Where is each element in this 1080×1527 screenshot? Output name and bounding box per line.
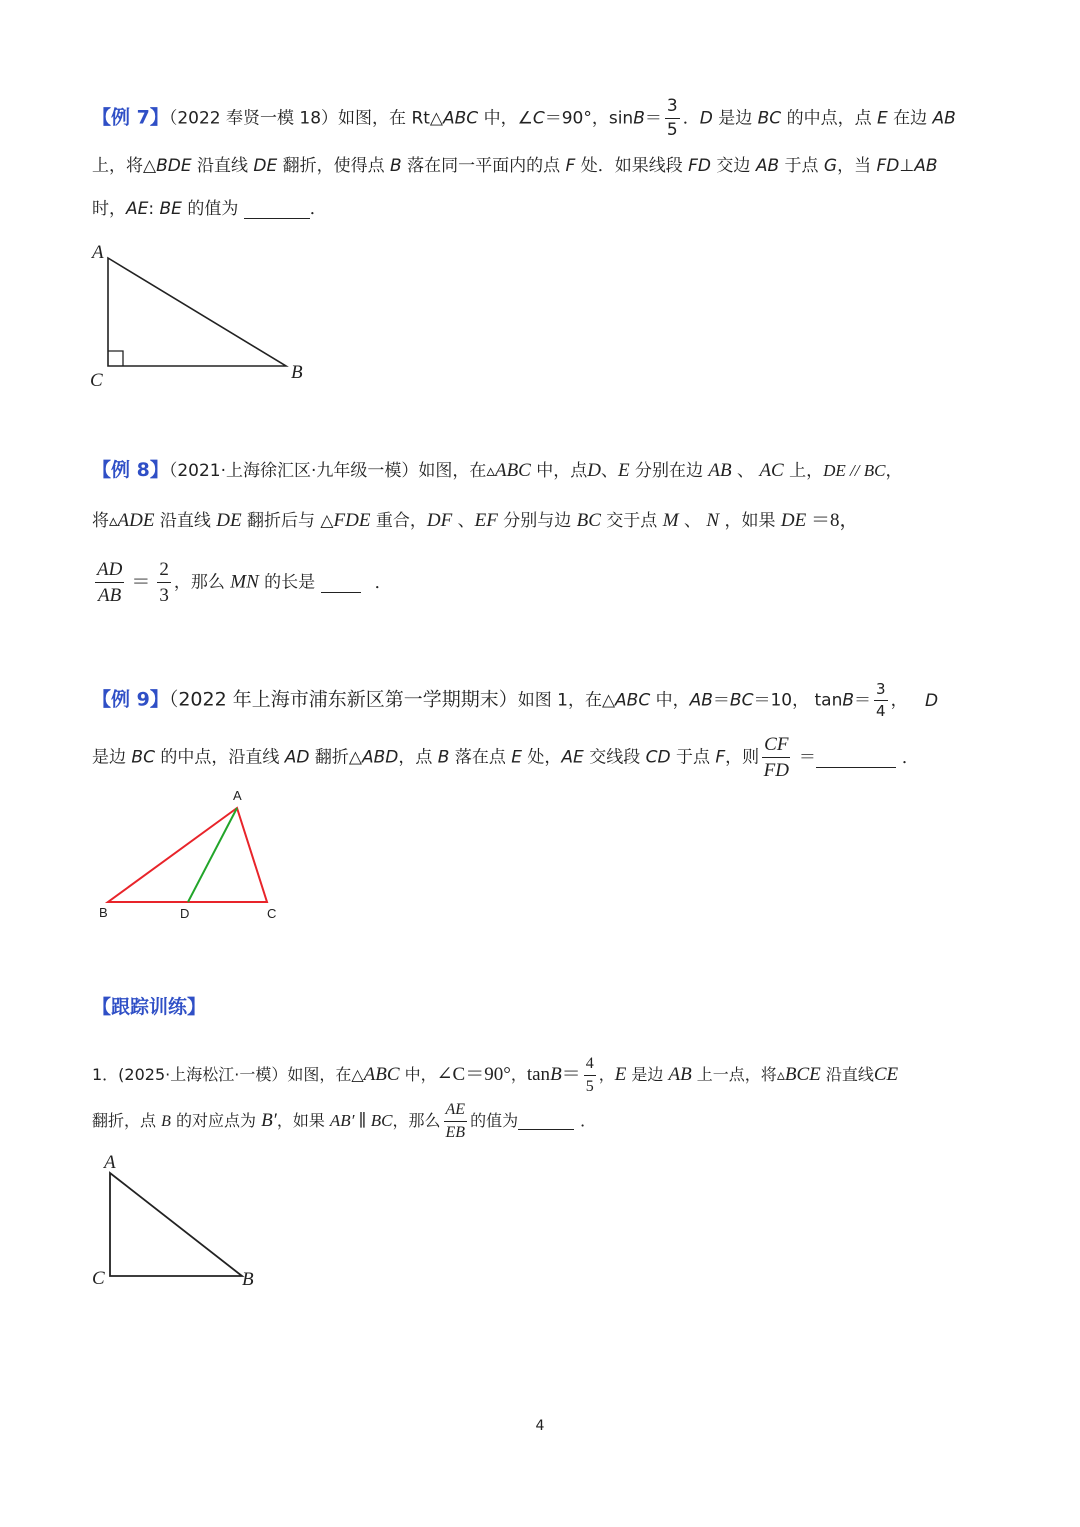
- fraction-denominator: FD: [763, 760, 789, 781]
- text: AE: [126, 199, 149, 219]
- ex7-tag: 【例 7】: [92, 106, 169, 129]
- text: 翻折后与 △: [241, 511, 334, 531]
- ex9-fraction-3-4: [874, 682, 888, 719]
- text: D: [925, 690, 939, 711]
- fraction-numerator: 3: [874, 682, 888, 701]
- ex9-source: （2022 年上海市浦东新区第一学期期末）: [168, 688, 518, 711]
- answer-blank: [244, 201, 310, 219]
- text: 沿直线: [154, 511, 217, 531]
- text: BC: [757, 108, 782, 129]
- text: 分别与边: [497, 511, 577, 531]
- ex7-fraction: [665, 98, 680, 139]
- text: DE // BC: [823, 461, 886, 480]
- text: ．: [682, 108, 700, 129]
- ex9-line-1: [92, 682, 938, 719]
- training-heading: [92, 998, 206, 1017]
- text: 分别在边: [629, 461, 709, 481]
- text: FD: [688, 156, 711, 176]
- text: 是边: [626, 1065, 669, 1084]
- text: 沿直线: [820, 1065, 874, 1084]
- ex8-fraction-ad-ab: [95, 560, 124, 605]
- text: 、: [731, 461, 760, 481]
- text: ，则: [725, 747, 760, 768]
- text: 落在点: [449, 747, 512, 768]
- text: 是边: [712, 108, 758, 129]
- text: 于点: [670, 747, 716, 768]
- label-b: B: [291, 362, 303, 383]
- text: AC: [759, 460, 784, 481]
- ex8-fraction-2-3: [157, 560, 171, 605]
- text: B: [842, 690, 855, 711]
- text: 上，: [783, 461, 824, 481]
- training-fraction-4-5: [584, 1056, 596, 1095]
- text: 中，点: [530, 461, 588, 481]
- text: F: [715, 747, 726, 768]
- training-fraction-ae-eb: [444, 1102, 468, 1141]
- text: 是边: [92, 747, 132, 768]
- text: tan: [526, 1064, 551, 1085]
- label-b: B: [99, 905, 108, 920]
- text: AD: [284, 747, 310, 768]
- text: 在边: [887, 108, 933, 129]
- text: 沿直线: [191, 156, 254, 176]
- right-angle-mark: [108, 351, 123, 366]
- text: 、: [678, 511, 707, 531]
- text: 将: [92, 511, 109, 531]
- text: 、: [452, 511, 475, 531]
- text: ABC: [363, 1064, 400, 1085]
- text: E: [876, 108, 888, 129]
- text: 的中点，沿直线: [154, 747, 285, 768]
- ex9-tag: 【例 9】: [92, 688, 169, 711]
- text: 落在同一平面内的点: [401, 156, 566, 176]
- ex7-line-2: [92, 158, 938, 175]
- text: ，如果: [276, 1111, 330, 1130]
- text: ▵: [109, 511, 118, 531]
- text: ，那么: [392, 1111, 441, 1130]
- fraction-numerator: 3: [665, 98, 680, 119]
- text: E: [614, 1064, 627, 1085]
- text: 翻折△: [309, 747, 362, 768]
- text: 的值为: [181, 199, 244, 219]
- text: 上一点，将: [691, 1065, 777, 1084]
- training-q1-line-2: [92, 1102, 596, 1141]
- text: 处，: [522, 747, 562, 768]
- text: AB′ ∥ BC: [329, 1111, 393, 1130]
- text: ▵: [486, 461, 495, 481]
- text: ．: [309, 199, 327, 219]
- text: AE: [561, 747, 584, 768]
- text: ，当: [837, 156, 877, 176]
- ex8-tag: 【例 8】: [92, 459, 169, 481]
- text: AB: [755, 156, 780, 176]
- fraction-numerator: CF: [762, 735, 790, 758]
- answer-blank: [816, 750, 896, 768]
- text: ＝: [854, 690, 872, 711]
- text: BE: [159, 199, 182, 219]
- ex9-figure: [92, 784, 292, 926]
- text: BC: [729, 690, 754, 711]
- fraction-denominator: 5: [585, 1078, 594, 1095]
- text: 交于点: [600, 511, 663, 531]
- text: ＝8，: [806, 510, 859, 531]
- text: （2021·上海徐汇区·九年级一模）如图，在: [168, 461, 487, 481]
- text: ，如果: [719, 511, 781, 531]
- text: ＝: [793, 747, 816, 768]
- fraction-numerator: AE: [444, 1102, 468, 1122]
- text: B: [550, 1064, 562, 1085]
- text: G: [823, 156, 838, 176]
- ex8-line-3: [92, 560, 392, 605]
- text: 重合，: [370, 511, 427, 531]
- text: 1．(2025·上海松江·一模）如图，在: [92, 1065, 352, 1084]
- page-number: 4: [535, 1418, 545, 1434]
- text: AB: [708, 460, 732, 481]
- text: 交边: [711, 156, 756, 176]
- text: 上，将△: [92, 156, 157, 176]
- text: 中，∠: [478, 108, 533, 129]
- training-tag: 【跟踪训练】: [92, 996, 207, 1018]
- text: 时，: [92, 199, 126, 219]
- answer-blank: [518, 1113, 574, 1130]
- text: :: [148, 199, 160, 219]
- text: ＝: [644, 108, 662, 129]
- text: EF: [474, 510, 498, 531]
- text: AB: [914, 156, 938, 176]
- ex8-line-2: [92, 511, 858, 530]
- label-d: D: [180, 906, 190, 921]
- text: ▵: [776, 1065, 785, 1084]
- text: AB: [689, 690, 713, 711]
- text: ABC: [494, 460, 531, 481]
- text: 翻折，使得点: [277, 156, 391, 176]
- text: AB: [932, 108, 956, 129]
- text: ＝: [712, 690, 730, 711]
- text: 的对应点为: [170, 1111, 262, 1130]
- ex8-line-1: [92, 461, 902, 480]
- text: △: [351, 1065, 364, 1084]
- answer-blank: [321, 575, 361, 593]
- text: ＝10， tan: [753, 690, 843, 711]
- text: E: [618, 460, 630, 481]
- text: MN: [230, 571, 259, 593]
- label-c: C: [92, 1268, 105, 1289]
- text: DE: [216, 510, 242, 531]
- text: BC: [576, 510, 601, 531]
- segment-ad: [188, 808, 237, 902]
- text: BDE: [156, 156, 192, 176]
- fraction-denominator: EB: [445, 1124, 466, 1141]
- training-figure: [86, 1148, 286, 1293]
- text: BC: [131, 747, 155, 768]
- text: 的长是: [258, 572, 321, 593]
- text: ADE: [117, 510, 155, 531]
- ex9-line-2: [92, 735, 919, 780]
- text: FD: [876, 156, 900, 176]
- text: 如图 1，在△: [517, 690, 616, 711]
- text: BCE: [784, 1064, 821, 1085]
- ex7-line-1: [92, 98, 956, 139]
- text: E: [511, 747, 523, 768]
- ex7-line-3: [92, 201, 327, 219]
- text: AB: [668, 1064, 692, 1085]
- text: ．: [901, 747, 919, 768]
- text: 的值为: [470, 1111, 519, 1130]
- label-c: C: [90, 370, 103, 391]
- text: M: [662, 510, 679, 531]
- text: B: [633, 108, 645, 129]
- text: CE: [873, 1064, 899, 1085]
- fraction-denominator: 5: [666, 120, 678, 140]
- text: 中，: [650, 690, 690, 711]
- training-q1-line-1: [92, 1056, 898, 1095]
- text: DF: [426, 510, 453, 531]
- text: ，: [598, 1065, 615, 1084]
- text: FDE: [333, 510, 371, 531]
- text: ＝: [561, 1064, 581, 1085]
- text: ，: [885, 461, 903, 481]
- text: 、: [601, 461, 618, 481]
- text: ＝: [131, 571, 151, 593]
- triangle-abc: [110, 1173, 242, 1276]
- text: ，点: [398, 747, 438, 768]
- text: ，: [510, 1065, 527, 1084]
- text: D: [587, 460, 601, 481]
- text: B: [161, 1113, 171, 1130]
- text: ．: [580, 1111, 597, 1130]
- text: ，: [890, 690, 913, 711]
- text: D: [699, 108, 713, 129]
- text: 处．如果线段: [575, 156, 689, 176]
- text: ⊥: [899, 156, 915, 176]
- text: F: [565, 156, 576, 176]
- text: CD: [645, 747, 671, 768]
- text: ，那么: [173, 572, 231, 593]
- ex7-figure: [86, 238, 316, 393]
- label-a: A: [233, 788, 242, 803]
- text: ABD: [361, 747, 399, 768]
- fraction-numerator: 4: [584, 1056, 596, 1076]
- fraction-denominator: 4: [876, 702, 886, 720]
- text: （2022 奉贤一模 18）如图，在 Rt△: [168, 108, 444, 129]
- text: DE: [780, 510, 807, 531]
- fraction-numerator: 2: [157, 560, 171, 583]
- fraction-denominator: 3: [159, 585, 169, 606]
- text: DE: [253, 156, 278, 176]
- text: 于点: [779, 156, 824, 176]
- label-b: B: [242, 1269, 254, 1290]
- triangle-abc: [108, 808, 267, 902]
- text: 翻折，点: [92, 1111, 162, 1130]
- text: ∠C＝90°: [436, 1064, 511, 1085]
- text: B′: [261, 1110, 277, 1131]
- text: 中，: [399, 1065, 437, 1084]
- text: B: [390, 156, 402, 176]
- triangle-abc: [108, 258, 286, 366]
- text: ABC: [443, 108, 479, 129]
- label-c: C: [267, 906, 277, 921]
- fraction-denominator: AB: [98, 585, 122, 606]
- text: N: [706, 510, 720, 531]
- text: ABC: [615, 690, 651, 711]
- text: B: [437, 747, 450, 768]
- text: ．: [374, 572, 392, 593]
- fraction-numerator: AD: [95, 560, 124, 583]
- label-a: A: [104, 1152, 116, 1173]
- text: ＝90°，sin: [544, 108, 634, 129]
- text: C: [532, 108, 545, 129]
- label-a: A: [92, 242, 104, 263]
- ex9-fraction-cf-fd: [762, 735, 790, 780]
- text: 交线段: [583, 747, 646, 768]
- text: 的中点，点: [781, 108, 877, 129]
